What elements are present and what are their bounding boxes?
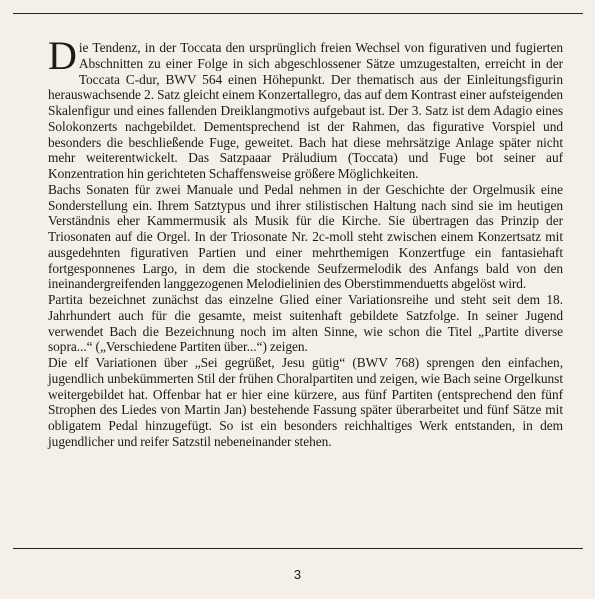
paragraph-3: Partita bezeichnet zunächst das einzelne Glied einer Variationsreihe und steht seit dem 18. Jahrhundert auch für die gesamte, meist suitenhaft gebildete Satzfolge. In seiner Jugend verwendet Bach die Bezeichnung noch im alten Sinne, wie schon die Titel „Partite diverse sopra...“ („Verschiedene Partiten über...“) zeigen. [48,292,563,355]
bottom-rule [13,548,583,549]
page-number: 3 [293,567,302,582]
top-rule [13,13,583,14]
paragraph-1 [48,33,563,182]
paragraph-4: Die elf Variationen über „Sei gegrüßet, Jesu gütig“ (BWV 768) sprengen den einfachen, jugendlich unbekümmerten Stil der frühen Choralpartiten und zeigen, wie Bach seine Orgelkunst weitergebildet hat. Offenbar hat er hier eine kürzere, aus fünf Partiten (entsprechend den fünf Strophen des Liedes von Martin Jan) bestehende Fassung später überarbeitet und fünf Sätze mit obligatem Pedal hinzugefügt. So ist ein besonders reichhaltiges Werk entstanden, in dem jugendlicher und reifer Satzstil nebeneinander stehen. [48,355,563,449]
paragraph-1-text: ie Tendenz, in der Toccata den ursprünglich freien Wechsel von figurativen und fugierten Abschnitten zu einer Folge in sich abgeschlossener Sätze umzugestalten, erreicht in der Toccata C-dur, BWV 564 einen Höhepunkt. Der thematisch aus der Einleitungsfigurin herauswachsende 2. Satz gleicht einem Konzertallegro, das auf dem Kontrast einer aufsteigenden Skalenfigur und eines fallenden Dreiklangmotivs aufgebaut ist. Der 3. Satz ist dem Adagio eines Solokonzerts nachgebildet. Dementsprechend ist der Rahmen, das figurative Vorspiel und besonders die beschließende Fuge, geweitet. Bach hat diese mehrsätzige Anlage später nicht mehr weiterentwickelt. Das Satzpaaar Präludium (Toccata) und Fuge bot seiner auf Konzentration hin gerichteten Schaffensweise größere Möglichkeiten. [48,40,563,181]
paragraph-2: Bachs Sonaten für zwei Manuale und Pedal nehmen in der Geschichte der Orgelmusik eine Sonderstellung ein. Ihrem Satztypus und ihrer stilistischen Haltung nach sind sie im heutigen Verständnis eher Kammermusik als Musik für die Kirche. Sie übertragen das Prinzip der Triosonaten auf die Orgel. In der Triosonate Nr. 2c-moll steht zwischen einem Konzertsatz mit ausgedehnten figurativen Partien und einer mehrthemigen Konzertfuge ein fantasiehaft fortgesponnenes Largo, in dem die stockende Seufzermelodik des Anfangs bald von den ineinandergreifenden langgezogenen Melodielinien des Oberstimmenduetts abgelöst wird. [48,181,563,292]
drop-cap: D [48,33,77,78]
body-text [48,33,563,450]
